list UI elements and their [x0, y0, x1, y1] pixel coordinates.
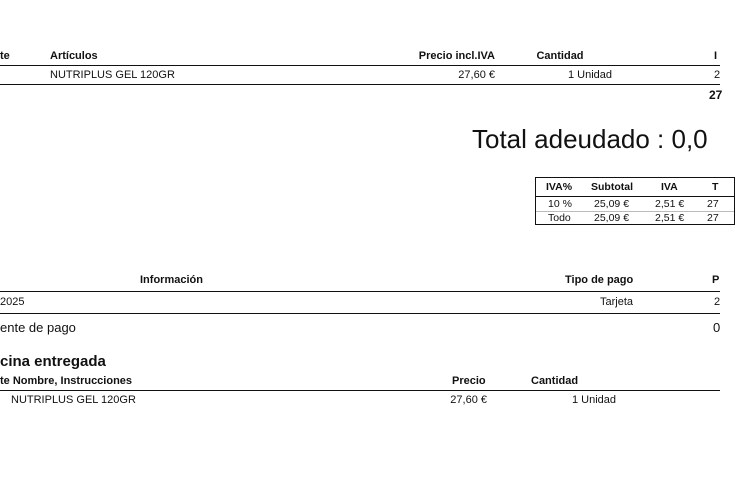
- items-header-price: Precio incl.IVA: [418, 50, 495, 62]
- items-header-rule: [0, 65, 720, 66]
- item-col4: 2: [714, 69, 721, 81]
- payment-col3: 2: [714, 296, 721, 308]
- delivered-title: cina entregada: [0, 353, 106, 370]
- total-owed: Total adeudado : 0,0: [472, 124, 708, 154]
- payments-header-rule: [0, 291, 720, 292]
- delivered-header-price: Precio: [452, 375, 486, 387]
- items-total-fragment: 27: [709, 88, 723, 102]
- delivered-header-quantity: Cantidad: [531, 375, 579, 387]
- item-quantity: 1 Unidad: [567, 69, 613, 81]
- vat-row-total: 27: [707, 198, 719, 210]
- item-price: 27,60 €: [458, 69, 495, 81]
- vat-row-vat: 2,51 €: [655, 198, 685, 210]
- vat-row-rate: Todo: [548, 212, 571, 224]
- vat-row-subtotal: 25,09 €: [594, 212, 630, 224]
- items-header-quantity: Cantidad: [536, 50, 584, 62]
- item-article: NUTRIPLUS GEL 120GR: [50, 69, 175, 81]
- vat-row-vat: 2,51 €: [655, 212, 685, 224]
- vat-row-subtotal: 25,09 €: [594, 198, 630, 210]
- vat-header-rate: IVA%: [546, 181, 573, 193]
- delivered-item-name: NUTRIPLUS GEL 120GR: [11, 394, 136, 406]
- vat-header-subtotal: Subtotal: [591, 181, 633, 193]
- delivered-header-name: te Nombre, Instrucciones: [0, 375, 133, 387]
- payment-type: Tarjeta: [600, 296, 634, 308]
- payments-header-col3: P: [712, 274, 720, 286]
- payments-header-info: Información: [140, 274, 203, 286]
- vat-summary-table: [535, 177, 735, 225]
- delivered-item-quantity: 1 Unidad: [572, 394, 617, 406]
- delivered-header-rule: [0, 390, 720, 391]
- vat-row-rate: 10 %: [548, 198, 572, 210]
- payments-bottom-rule: [0, 313, 720, 314]
- vat-header-total: T: [712, 181, 719, 193]
- delivered-item-price: 27,60 €: [450, 394, 487, 406]
- payment-date: 2025: [0, 296, 25, 308]
- items-bottom-rule: [0, 84, 720, 85]
- pending-payment-value: 0: [713, 320, 721, 335]
- vat-header-rule: [536, 196, 734, 197]
- vat-header-vat: IVA: [661, 181, 678, 193]
- pending-payment-label: ente de pago: [0, 320, 76, 335]
- items-header-col4: I: [714, 50, 718, 62]
- items-header-articles: Artículos: [50, 50, 98, 62]
- payments-header-payment-type: Tipo de pago: [565, 274, 634, 286]
- vat-row-total: 27: [707, 212, 719, 224]
- items-header-col0: te: [0, 50, 10, 62]
